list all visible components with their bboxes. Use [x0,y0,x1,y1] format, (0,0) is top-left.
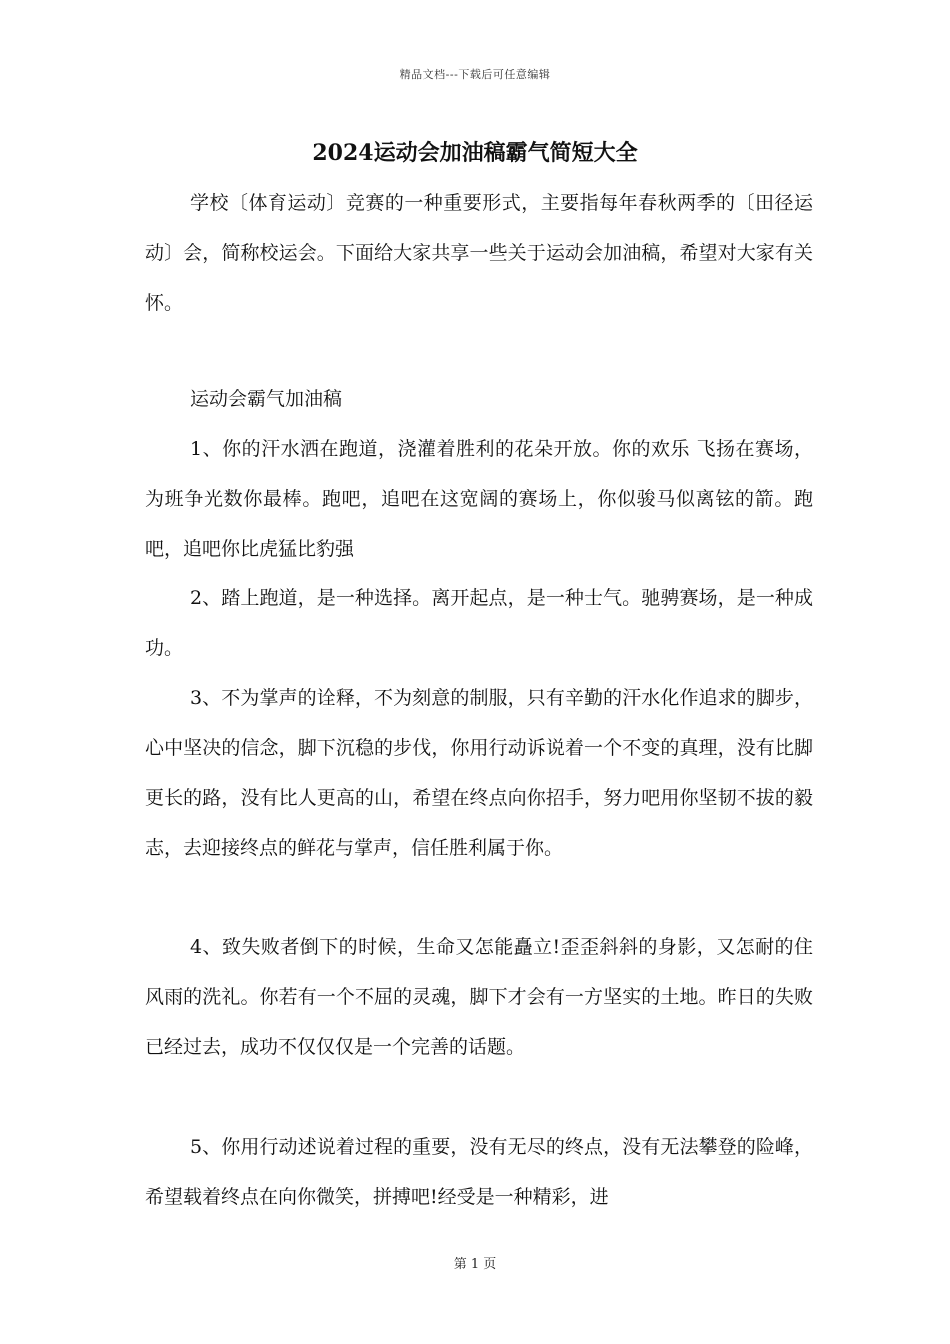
header-note: 精品文档---下载后可任意编辑 [399,68,551,81]
page-number: 第 1 页 [453,1257,497,1272]
paragraph-1: 1、你的汗水洒在跑道，浇灌着胜利的花朵开放。你的欢乐 飞扬在赛场，为班争光数你最棒。跑吧，追吧在这宽阔的赛场上，你似骏马似离铉的箭。跑吧，追吧你比虎猛比豹强 [145,438,813,560]
paragraph-5: 5、你用行动述说着过程的重要，没有无尽的终点，没有无法攀登的险峰，希望载着终点在向你微笑，拼搏吧!经受是一种精彩，进 [145,1136,813,1208]
document-title: 2024运动会加油稿霸气简短大全 [312,140,638,166]
intro-paragraph: 学校〔体育运动〕竞赛的一种重要形式，主要指每年春秋两季的〔田径运动〕会，简称校运会。下面给大家共享一些关于运动会加油稿，希望对大家有关怀。 [145,192,813,314]
section-subheading: 运动会霸气加油稿 [190,388,343,410]
paragraph-4: 4、致失败者倒下的时候，生命又怎能矗立!歪歪斜斜的身影，又怎耐的住风雨的洗礼。你若有一个不屈的灵魂，脚下才会有一方坚实的土地。昨日的失败已经过去，成功不仅仅仅是一个完善的话题。 [145,936,813,1058]
paragraph-3: 3、不为掌声的诠释，不为刻意的制服，只有辛勤的汗水化作追求的脚步，心中坚决的信念，脚下沉稳的步伐，你用行动诉说着一个不变的真理，没有比脚更长的路，没有比人更高的山，希望在终点向你招手，努力吧用你坚韧不拔的毅志，去迎接终点的鲜花与掌声，信任胜利属于你。 [145,687,813,859]
paragraph-2: 2、踏上跑道，是一种选择。离开起点，是一种士气。驰骋赛场，是一种成功。 [145,587,813,659]
